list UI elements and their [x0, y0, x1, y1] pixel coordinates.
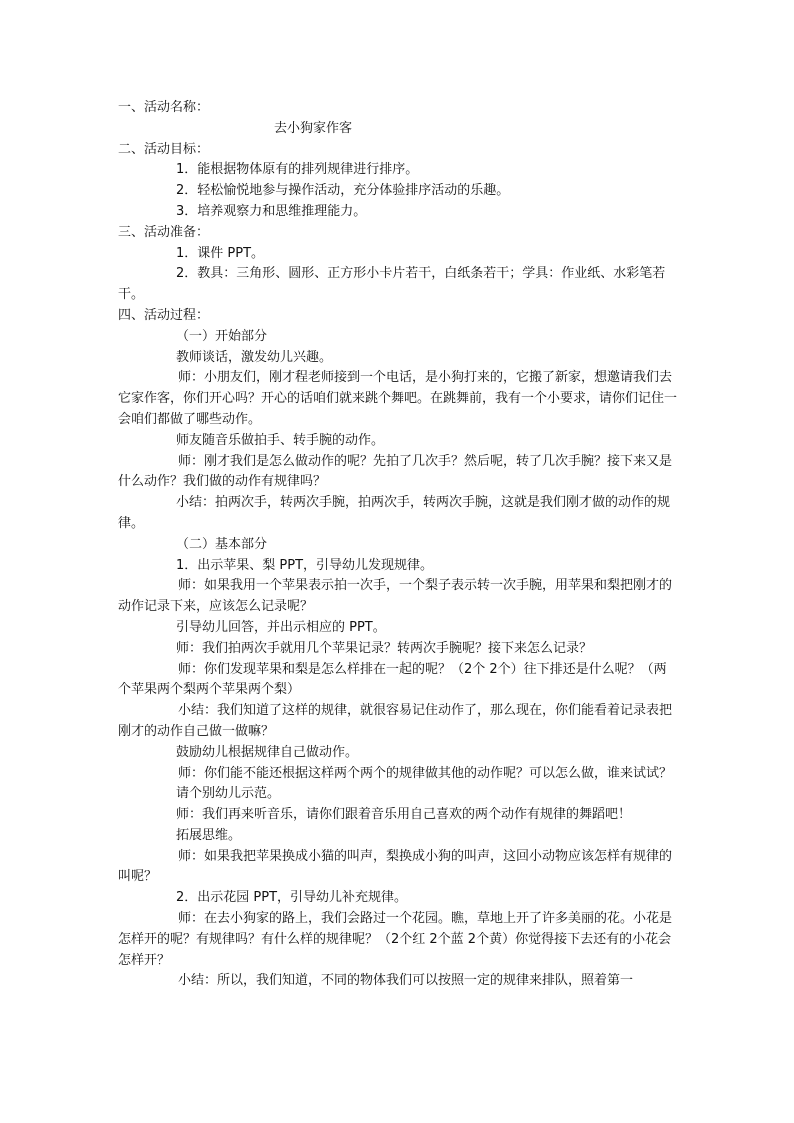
preparation-item: 2．教具：三角形、圆形、正方形小卡片若干，白纸条若干；学具：作业纸、水彩笔若干。	[118, 266, 666, 303]
paragraph: 2．出示花园 PPT，引导幼儿补充规律。	[176, 890, 408, 906]
paragraph: 师：我们拍两次手就用几个苹果记录？转两次手腕呢？接下来怎么记录？	[176, 640, 593, 656]
activity-title: 去小狗家作客	[274, 120, 353, 136]
document-content	[118, 98, 678, 992]
paragraph: 师：在去小狗家的路上，我们会路过一个花园。瞧，草地上开了许多美丽的花。小花是怎样开的呢？有规律吗？有什么样的规律呢？（2个红 2个蓝 2个黄）你觉得接下去还有的小花会怎样开？	[118, 911, 673, 968]
subsection-heading-start: （一）开始部分	[176, 328, 268, 344]
subsection-heading-basic: （二）基本部分	[176, 536, 268, 552]
preparation-item: 1．课件 PPT。	[176, 245, 265, 261]
paragraph: 小结：拍两次手，转两次手腕，拍两次手，转两次手腕，这就是我们刚才做的动作的规律。	[118, 495, 671, 531]
goal-item: 2．轻松愉悦地参与操作活动，充分体验排序活动的乐趣。	[176, 183, 510, 199]
paragraph: 师友随音乐做拍手、转手腕的动作。	[176, 432, 385, 448]
paragraph: 鼓励幼儿根据规律自己做动作。	[176, 744, 359, 760]
section-heading-activity-goals: 二、活动目标：	[118, 141, 210, 157]
section-heading-activity-process: 四、活动过程：	[118, 307, 210, 323]
paragraph: 拓展思维。	[176, 827, 242, 843]
paragraph: 师：小朋友们，刚才程老师接到一个电话，是小狗打来的，它搬了新家，想邀请我们去它家作客，你们开心吗？开心的话咱们就来跳个舞吧。在跳舞前，我有一个小要求，请你们记住一会咱们都做了哪些动作。	[118, 370, 678, 427]
paragraph: 师：你们能不能还根据这样两个两个的规律做其他的动作呢？可以怎么做，谁来试试？	[178, 765, 673, 781]
paragraph: 引导幼儿回答，并出示相应的 PPT。	[176, 619, 386, 635]
paragraph: 教师谈话，激发幼儿兴趣。	[176, 349, 333, 365]
goal-item: 1．能根据物体原有的排列规律进行排序。	[176, 162, 419, 178]
section-heading-activity-preparation: 三、活动准备：	[118, 224, 210, 240]
section-heading-activity-name: 一、活动名称：	[118, 100, 210, 115]
paragraph: 小结：我们知道了这样的规律，就很容易记住动作了，那么现在，你们能看着记录表把刚才的动作自己做一做嘛？	[118, 703, 673, 739]
paragraph: 小结：所以，我们知道，不同的物体我们可以按照一定的规律来排队，照着第一	[178, 973, 634, 989]
paragraph: 1．出示苹果、梨 PPT，引导幼儿发现规律。	[176, 557, 434, 573]
paragraph: 请个别幼儿示范。	[176, 786, 281, 802]
paragraph: 师：如果我用一个苹果表示拍一次手，一个梨子表示转一次手腕，用苹果和梨把刚才的动作记录下来，应该怎么记录呢？	[118, 578, 673, 615]
paragraph: 师：如果我把苹果换成小猫的叫声，梨换成小狗的叫声，这回小动物应该怎样有规律的叫呢？	[118, 848, 673, 885]
paragraph: 师：刚才我们是怎么做动作的呢？先拍了几次手？然后呢，转了几次手腕？接下来又是什么动作？我们做的动作有规律吗？	[118, 453, 673, 490]
paragraph: 师：我们再来听音乐，请你们跟着音乐用自己喜欢的两个动作有规律的舞蹈吧！	[176, 807, 632, 823]
goal-item: 3．培养观察力和思维推理能力。	[176, 203, 367, 219]
paragraph: 师：你们发现苹果和梨是怎么样排在一起的呢？（2个 2个）往下排还是什么呢？（两个苹果两个梨两个苹果两个梨）	[118, 661, 667, 698]
